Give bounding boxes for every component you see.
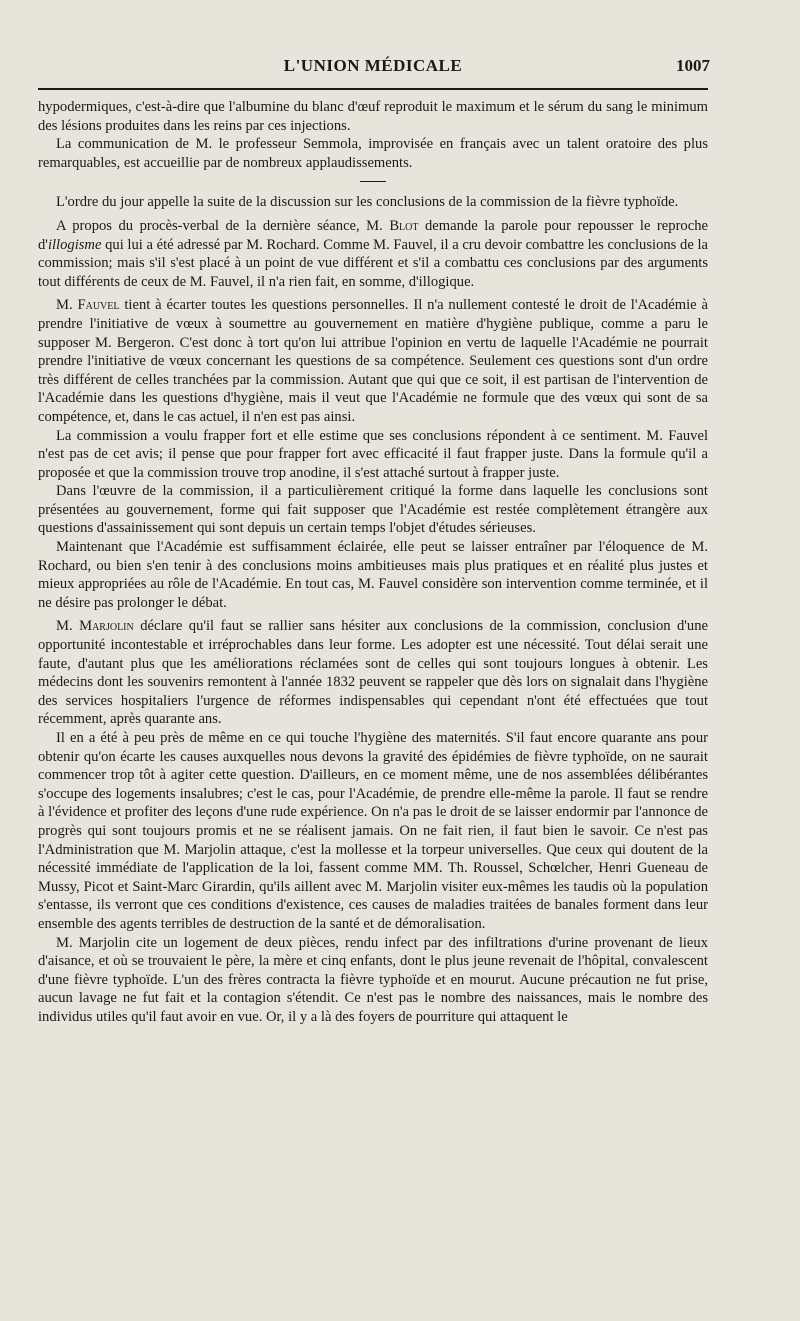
- paragraph-fauvel-conclusion: Maintenant que l'Académie est suffisamment éclairée, elle peut se laisser entraîner par l'éloquence de M. Rochard, ou bien s'en tenir à des conclusions moins ambitieuses mais plus pratiques et en réalité plus justes et mieux appropriées au rôle de l'Académie. En tout cas, M. Fauvel considère son intervention comme terminée, et il ne désire pas prolonger le débat.: [38, 539, 708, 611]
- paragraph-marjolin: [38, 617, 708, 729]
- paragraph-semmola-applause: La communication de M. le professeur Semmola, improvisée en français avec un talent oratoire des plus remarquables, est accueillie par de nombreux applaudissements.: [38, 136, 708, 171]
- paragraph-commission-strike: La commission a voulu frapper fort et elle estime que ses conclusions répondent à ce sentiment. M. Fauvel n'est pas de cet avis; il pense que pour frapper fort avec efficacité il faut frapper juste. Dans la formule qu'il a proposée et que la commission trouve trop anodine, il s'est attaché surtout à frapper juste.: [38, 427, 708, 481]
- paragraph-logement: M. Marjolin cite un logement de deux pièces, rendu infect par des infiltrations d'urine provenant de lieux d'aisance, et où se trouvaient le père, la mère et cinq enfants, dont le plus jeune revenait de l'hôpital, convalescent d'une fièvre typhoïde. L'un des frères contracta la fièvre typhoïde et en mourut. Aucune précaution ne fut prise, aucun lavage ne fut fait et la contagion s'étendit. Ce n'est pas le nombre des naissances, mais le nombre des individus utiles qu'il faut avoir en vue. Or, il y a là des foyers de pourriture qui attaquent le: [38, 934, 708, 1025]
- paragraph-blot: [38, 217, 708, 291]
- fauvel-text-before: M.: [56, 297, 78, 314]
- paragraph-order-of-day: L'ordre du jour appelle la suite de la discussion sur les conclusions de la commission de la fièvre typhoïde.: [56, 194, 679, 211]
- blot-text-before: A propos du procès-verbal de la dernière séance, M.: [56, 217, 390, 234]
- page-number: 1007: [676, 56, 710, 75]
- paragraph-semmola-end: hypodermiques, c'est-à-dire que l'albumine du blanc d'œuf reproduit le maximum et le sérum du sang le minimum des lésions produites dans les reins par ces injections.: [38, 99, 708, 134]
- speaker-marjolin: Marjolin: [79, 618, 134, 635]
- blot-text-mid: demande la parole pour repousser le reproche d': [38, 217, 708, 253]
- header-rule: [38, 88, 708, 90]
- fauvel-text-after: tient à écarter toutes les questions personnelles. Il n'a nullement contesté le droit de l'Académie à prendre l'initiative de vœux à soumettre au gouvernement en matière d'hygiène publique, comme a paru le supposer M. Bergeron. C'est donc à tort qu'on lui attribue l'opinion en vertu de laquelle l'Académie ne pourrait prendre l'initiative de vœux concernant les questions de sa compétence. Seulement ces questions sont d'un ordre très différent de celles tranchées par la commission. Autant que qui que ce soit, il est partisan de l'intervention de l'Académie dans les questions d'hygiène, mais il veut que l'Académie ne formule que des vœux qui sont de sa compétence, et, dans le cas actuel, il n'en est pas ainsi.: [38, 297, 708, 425]
- article-body: [38, 98, 708, 1027]
- section-separator: [360, 181, 386, 182]
- paragraph-maternities: Il en a été à peu près de même en ce qui touche l'hygiène des maternités. S'il faut encore quarante ans pour obtenir qu'on écarte les causes auxquelles nous devons la gravité des épidémies de fièvre typhoïde, on ne saurait commencer trop tôt à agiter cette question. D'ailleurs, en ce moment même, une de nos assemblées délibérantes s'occupe des logements insalubres; c'est le cas, pour l'Académie, de prendre elle-même la parole. Il faut se rendre à l'évidence et profiter des leçons d'une rude expérience. On n'a pas le droit de se laisser endormir par l'annonce de progrès qui sont toujours promis et ne se réalisent jamais. On ne fait rien, il faut bien le savoir. Ce n'est pas l'Administration que M. Marjolin attaque, c'est la mollesse et la torpeur universelles. Que ceux qui doutent de la nécessité immédiate de l'application de la loi, fassent comme MM. Th. Roussel, Schœlcher, Henri Gueneau de Mussy, Picot et Saint-Marc Girardin, qu'ils aillent avec M. Marjolin visiter eux-mêmes les taudis où la population s'entasse, ils verront que ces conditions d'existence, ces causes de maladies traitées de banales forment dans leur ensemble des agents terribles de destruction de la santé et de démoralisation.: [38, 730, 708, 932]
- paragraph-commission-form: Dans l'œuvre de la commission, il a particulièrement critiqué la forme dans laquelle les conclusions sont présentées au gouvernement, forme qui fait supposer que l'Académie est restée complètement étrangère aux questions d'assainissement qui sont depuis un certain temps l'objet d'études sérieuses.: [38, 483, 708, 537]
- marjolin-text-after: déclare qu'il faut se rallier sans hésiter aux conclusions de la commission, conclusion d'une opportunité incontestable et irréprochables dans leur forme. Les adopter est une nécessité. Tout délai serait une faute, d'autant plus que les améliorations réclamées sont de celles qui sont toujours longues à obtenir. Les médecins dont les souvenirs remontent à l'année 1832 peuvent se rappeler que dès lors on signalait dans l'hygiène des services hospitaliers l'urgence de réformes indispensables qui cependant n'ont été effectuées que tout récemment, après quarante ans.: [38, 618, 708, 728]
- speaker-blot: Blot: [389, 217, 419, 234]
- blot-text-after: qui lui a été adressé par M. Rochard. Comme M. Fauvel, il a cru devoir combattre les conclusions de la commission; mais s'il s'est placé à un point de vue différent et s'il a combattu ces conclusions par des arguments tout différents de ceux de M. Fauvel, il n'a rien fait, en somme, d'illogique.: [38, 236, 708, 290]
- speaker-fauvel: Fauvel: [77, 297, 120, 314]
- paragraph-fauvel: [38, 296, 708, 426]
- running-head: [38, 54, 708, 84]
- emphasis-illogisme: illogisme: [47, 236, 102, 253]
- journal-title: L'UNION MÉDICALE: [283, 56, 463, 75]
- marjolin-text-before: M.: [56, 618, 80, 635]
